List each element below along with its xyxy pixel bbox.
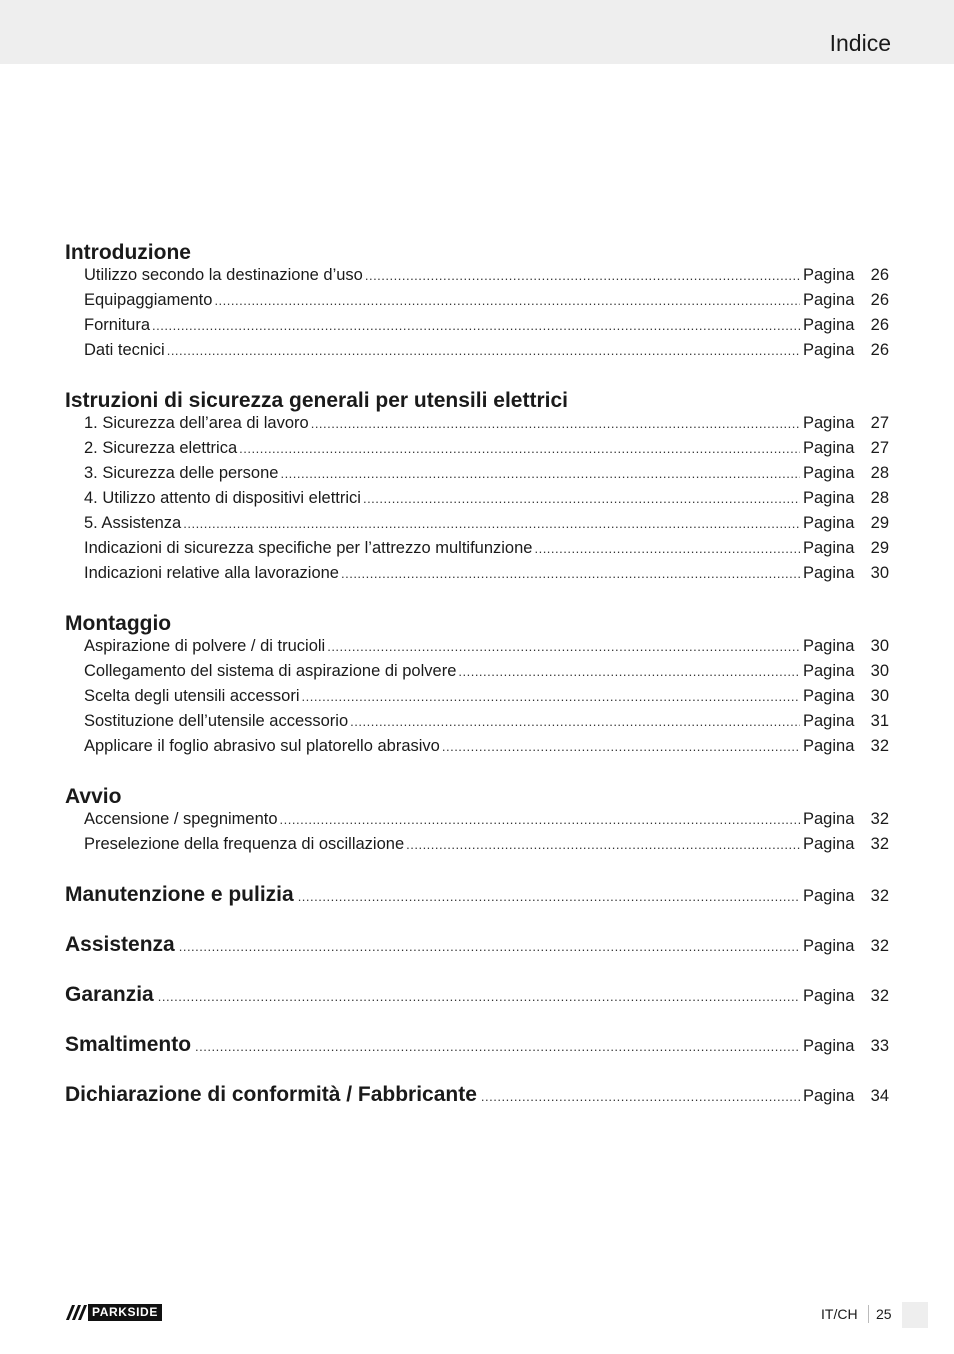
page-number: 32 [870,835,889,853]
page-number: 27 [870,414,889,432]
page-word: Pagina [803,489,855,507]
toc-entry[interactable] [65,807,889,832]
leader-dots [311,411,800,436]
toc-section-introduzione [65,238,889,363]
main-entry-label: Manutenzione e pulizia [65,883,294,906]
entry-label: Scelta degli utensili accessori [84,687,300,705]
entry-label: Utilizzo secondo la destinazione d’uso [84,266,363,284]
page-word: Pagina [803,439,855,457]
entry-label: Accensione / spegnimento [84,810,278,828]
table-of-contents [65,238,889,1130]
leader-dots [280,461,800,486]
page-word: Pagina [803,414,855,432]
section-heading: Istruzioni di sicurezza generali per utensili elettrici [65,389,568,412]
page-number: 33 [870,1037,889,1055]
page-number: 31 [870,712,889,730]
toc-main-entry[interactable] [65,980,889,1030]
page-word: Pagina [803,662,855,680]
page-number: 32 [870,937,889,955]
page-word: Pagina [803,1087,855,1105]
leader-dots [481,1082,800,1112]
page-word: Pagina [803,712,855,730]
toc-entry[interactable] [65,411,889,436]
entry-label: 3. Sicurezza delle persone [84,464,279,482]
leader-dots [179,932,800,962]
entry-label: 4. Utilizzo attento di dispositivi elettrici [84,489,361,507]
page-number: 28 [870,464,889,482]
page-title: Indice [829,30,891,56]
page-word: Pagina [803,687,855,705]
page-number: 27 [870,439,889,457]
page-number: 26 [870,266,889,284]
toc-entry[interactable] [65,684,889,709]
entry-label: Preselezione della frequenza di oscillazione [84,835,405,853]
leader-dots [280,807,800,832]
leader-dots [327,634,800,659]
page-number: 28 [870,489,889,507]
page-number: 30 [870,687,889,705]
leader-dots [158,982,800,1012]
entry-label: Applicare il foglio abrasivo sul platorello abrasivo [84,737,440,755]
page-word: Pagina [803,291,855,309]
entry-label: Indicazioni relative alla lavorazione [84,564,339,582]
page-number-footer: 25 [876,1306,892,1322]
leader-dots [363,486,800,511]
page-word: Pagina [803,987,855,1005]
page-number: 30 [870,637,889,655]
leader-dots [442,734,800,759]
toc-entry[interactable] [65,709,889,734]
locale-label: IT/CH [821,1306,858,1322]
page-word: Pagina [803,539,855,557]
page-number: 26 [870,316,889,334]
leader-dots [167,338,800,363]
page-word: Pagina [803,835,855,853]
toc-main-entry[interactable] [65,1030,889,1080]
toc-section-montaggio [65,609,889,759]
page-number: 30 [870,564,889,582]
toc-entry[interactable] [65,634,889,659]
page-word: Pagina [803,887,855,905]
leader-dots [534,536,800,561]
logo-slashes-icon [66,1304,86,1321]
toc-section-avvio [65,782,889,857]
page-word: Pagina [803,514,855,532]
main-entry-label: Garanzia [65,983,154,1006]
leader-dots [183,511,800,536]
entry-label: Indicazioni di sicurezza specifiche per l’attrezzo multifunzione [84,539,533,557]
page-word: Pagina [803,1037,855,1055]
page-word: Pagina [803,316,855,334]
main-entry-label: Dichiarazione di conformità / Fabbricante [65,1083,477,1106]
entry-label: Dati tecnici [84,341,165,359]
page-word: Pagina [803,341,855,359]
leader-dots [458,659,800,684]
page-number: 34 [870,1087,889,1105]
page-number: 26 [870,341,889,359]
page-word: Pagina [803,266,855,284]
page-number: 29 [870,514,889,532]
page-word: Pagina [803,737,855,755]
toc-entry[interactable] [65,436,889,461]
toc-entry[interactable] [65,659,889,684]
toc-entry[interactable] [65,511,889,536]
entry-label: 2. Sicurezza elettrica [84,439,238,457]
brand-logo [66,1304,178,1321]
toc-entry[interactable] [65,561,889,586]
entry-label: Collegamento del sistema di aspirazione di polvere [84,662,457,680]
leader-dots [406,832,800,857]
toc-entry[interactable] [65,461,889,486]
page-word: Pagina [803,637,855,655]
leader-dots [341,561,800,586]
page-word: Pagina [803,810,855,828]
toc-entry[interactable] [65,338,889,363]
page-word: Pagina [803,464,855,482]
page-number: 32 [870,737,889,755]
toc-entry[interactable] [65,288,889,313]
leader-dots [239,436,800,461]
toc-entry[interactable] [65,263,889,288]
page-number: 26 [870,291,889,309]
page-number: 32 [870,810,889,828]
leader-dots [365,263,800,288]
toc-entry[interactable] [65,313,889,338]
leader-dots [195,1032,800,1062]
leader-dots [214,288,800,313]
section-heading: Avvio [65,785,122,808]
toc-main-entry[interactable] [65,1080,889,1130]
entry-label: Fornitura [84,316,151,334]
leader-dots [350,709,800,734]
page-word: Pagina [803,564,855,582]
footer-divider [868,1305,869,1323]
toc-section-sicurezza [65,386,889,586]
page-number: 29 [870,539,889,557]
section-heading: Montaggio [65,612,172,635]
leader-dots [302,684,800,709]
page-number: 30 [870,662,889,680]
page-number: 32 [870,987,889,1005]
toc-entry[interactable] [65,486,889,511]
page-word: Pagina [803,937,855,955]
main-entry-label: Smaltimento [65,1033,192,1056]
entry-label: 1. Sicurezza dell’area di lavoro [84,414,309,432]
page-tab-marker [902,1302,928,1328]
toc-main-entry[interactable] [65,880,889,930]
leader-dots [152,313,800,338]
section-heading: Introduzione [65,241,191,264]
header-band [0,0,954,64]
entry-label: 5. Assistenza [84,514,182,532]
toc-entry[interactable] [65,536,889,561]
leader-dots [298,882,800,912]
entry-label: Sostituzione dell’utensile accessorio [84,712,349,730]
brand-name: PARKSIDE [88,1304,162,1321]
page-number: 32 [870,887,889,905]
entry-label: Aspirazione di polvere / di trucioli [84,637,326,655]
entry-label: Equipaggiamento [84,291,213,309]
toc-main-entry[interactable] [65,930,889,980]
toc-entry[interactable] [65,832,889,857]
toc-entry[interactable] [65,734,889,759]
main-entry-label: Assistenza [65,933,175,956]
